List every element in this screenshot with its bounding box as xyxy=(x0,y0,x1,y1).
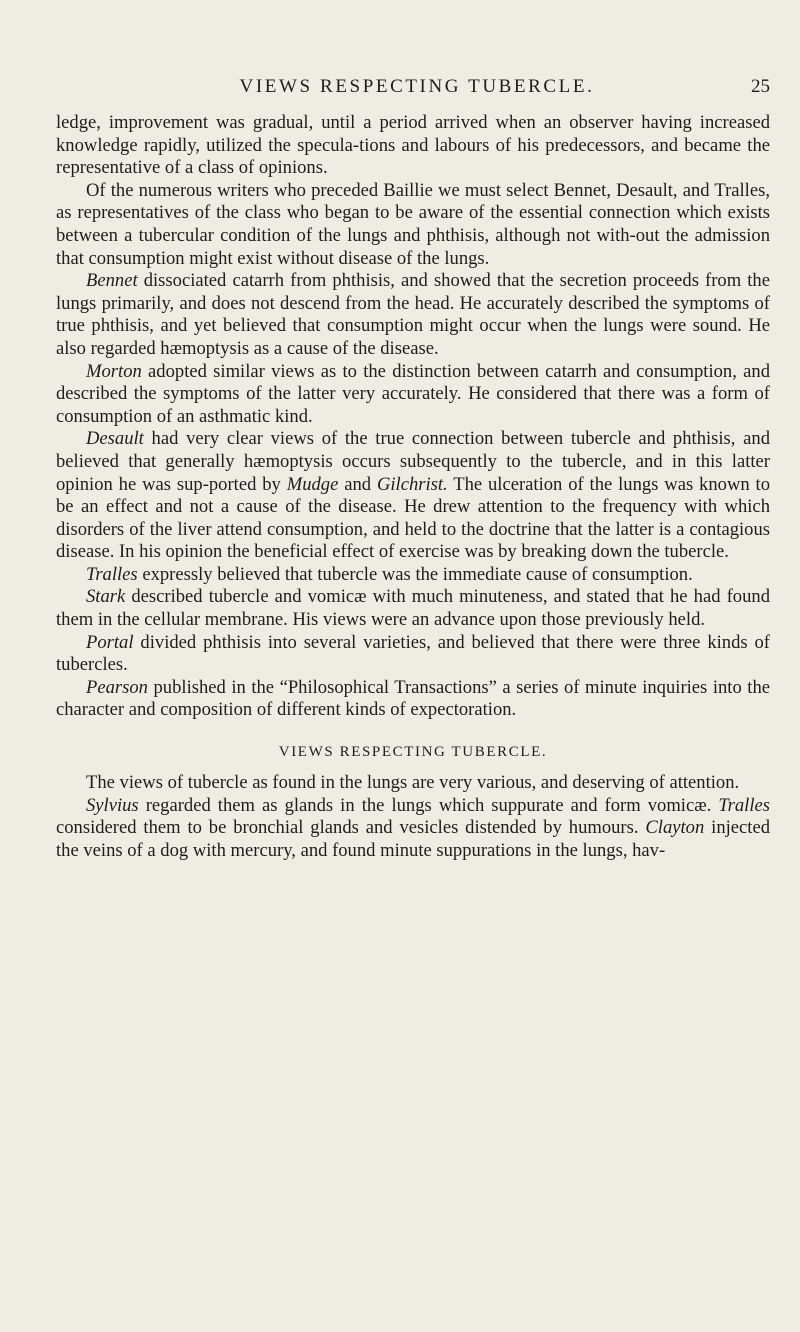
paragraph-desault-text-c: The ulceration of the lungs was known to be an effect and not a cause of the disease. He drew attention to the frequency with which disorders of the liver attend consumption, and held to the doctrine that the latter is a contagious disease. In his opinion the beneficial effect of exercise was by breaking down the tubercle. xyxy=(56,473,770,563)
paragraph-stark xyxy=(56,586,770,631)
paragraph-morton xyxy=(56,361,770,429)
paragraph-tralles xyxy=(56,564,770,587)
paragraph-continuation: ledge, improvement was gradual, until a period arrived when an observer having increased knowledge rapidly, utilized the specula-tions and labours of his predecessors, and became the representative of a class of opinions. xyxy=(56,112,770,179)
author-name-stark: Stark xyxy=(86,586,126,608)
page-number: 25 xyxy=(751,76,770,97)
author-name-tralles-2: Tralles xyxy=(718,794,770,816)
paragraph-portal-text: divided phthisis into several varieties, and believed that there were three kinds of tubercles. xyxy=(56,631,770,676)
paragraph-pearson xyxy=(56,677,770,722)
running-title: VIEWS RESPECTING TUBERCLE. xyxy=(239,76,595,97)
author-name-gilchrist: Gilchrist. xyxy=(376,473,448,495)
author-name-morton: Morton xyxy=(86,360,142,382)
author-name-portal: Portal xyxy=(86,631,134,653)
paragraph-tralles-2-text: considered them to be bronchial glands and vesicles distended by humours. xyxy=(56,817,646,839)
paragraph-stark-text: described tubercle and vomicæ with much minuteness, and stated that he had found them in the cellular membrane. His views were an advance upon those previously held. xyxy=(56,586,770,631)
paragraph-morton-text: adopted similar views as to the distinction between catarrh and consumption, and described the symptoms of the latter very accurately. He considered that there was a form of consumption of an asthmatic kind. xyxy=(56,360,770,427)
author-name-bennet: Bennet xyxy=(86,270,138,292)
paragraph-sylvius-text: regarded them as glands in the lungs which suppurate and form vomicæ. xyxy=(138,794,719,816)
paragraph-tralles-text: expressly believed that tubercle was the immediate cause of consumption. xyxy=(137,563,693,585)
author-name-pearson: Pearson xyxy=(86,676,148,698)
paragraph-bennet xyxy=(56,270,770,360)
paragraph-predecessors: Of the numerous writers who preceded Baillie we must select Bennet, Desault, and Tralles, as representatives of the class who began to be aware of the essential connection which exists between a tubercular condition of the lungs and phthisis, although not with-out the admission that consumption might exist without disease of the lungs. xyxy=(56,179,770,269)
paragraph-clayton-text: injected the veins of a dog with mercury, and found minute suppurations in the lungs, hav- xyxy=(56,817,771,861)
author-name-clayton: Clayton xyxy=(645,817,705,839)
paragraph-portal xyxy=(56,632,770,677)
author-name-mudge: Mudge xyxy=(286,473,339,495)
running-head xyxy=(56,76,770,110)
author-name-desault: Desault xyxy=(86,428,144,450)
author-name-tralles: Tralles xyxy=(86,563,138,585)
paragraph-bennet-text: dissociated catarrh from phthisis, and showed that the secretion proceeds from the lungs primarily, and does not descend from the head. He accurately described the symptoms of true phthisis, and yet believed that consumption might occur when the lungs were sound. He also regarded hæmoptysis as a cause of the disease. xyxy=(56,270,770,359)
paragraph-section-intro: The views of tubercle as found in the lungs are very various, and deserving of attention. xyxy=(86,772,740,794)
paragraph-desault-text-a: had very clear views of the true connection between tubercle and phthisis, and believed that generally hæmoptysis occurs subsequently to the tubercle, and in this latter opinion he was sup-ported by xyxy=(56,428,770,495)
section-heading: VIEWS RESPECTING TUBERCLE. xyxy=(278,744,548,761)
paragraph-desault-text-b: and xyxy=(338,473,377,495)
book-page xyxy=(56,76,770,862)
paragraph-pearson-text: published in the “Philosophical Transactions” a series of minute inquiries into the character and composition of different kinds of expectoration. xyxy=(56,676,770,721)
paragraph-desault xyxy=(56,428,770,564)
paragraph-sylvius xyxy=(56,795,770,863)
author-name-sylvius: Sylvius xyxy=(86,794,139,816)
